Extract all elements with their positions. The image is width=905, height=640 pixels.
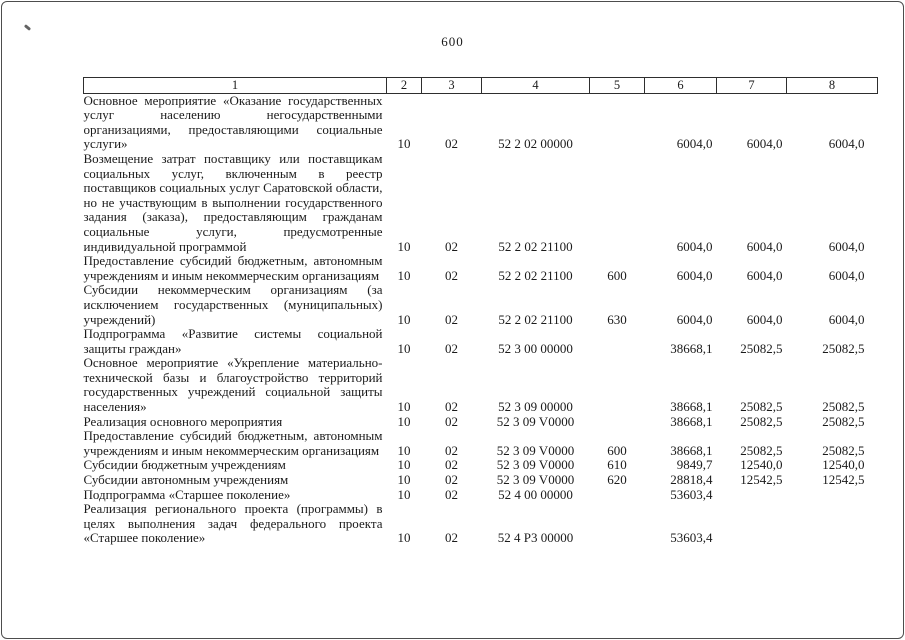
row-amount-cell: 6004,0 [746,136,783,152]
row-amount-cell: 38668,1 [670,442,713,458]
row-col2-cell: 10 [397,340,411,356]
row-col2-cell: 10 [397,267,411,283]
row-amount-cell: 12542,5 [740,472,783,488]
row-code-cell: 52 3 00 00000 [498,340,573,356]
row-amount-cell: 25082,5 [822,399,865,415]
document-page [1,1,904,639]
row-amount-cell: 25082,5 [740,399,783,415]
row-name-cell: Основное мероприятие «Укрепление материально-технической базы и благоустройство территорий государственных учреждений социальной защиты населения» [83,355,383,415]
row-col2-cell: 10 [397,399,411,415]
row-col2-cell: 10 [397,530,411,546]
row-amount-cell: 53603,4 [670,486,713,502]
row-amount-cell [717,488,787,503]
row-col5-cell [590,327,645,356]
row-amount-cell [787,488,878,503]
column-header-8: 8 [787,78,878,94]
row-amount-cell: 9849,7 [676,457,713,473]
row-col5-cell [590,356,645,414]
row-col3-cell: 02 [445,530,458,546]
row-amount-cell: 6004,0 [746,311,783,327]
row-col3-cell: 02 [445,472,458,488]
row-amount-cell: 6004,0 [828,238,865,254]
row-col2-cell: 10 [397,442,411,458]
row-amount-cell: 6004,0 [676,136,713,152]
table-row [84,458,878,473]
row-amount-cell: 6004,0 [828,136,865,152]
column-header-7: 7 [717,78,787,94]
row-name-cell: Реализация регионального проекта (программы) в целях выполнения задач федерального проекта «Старшее поколение» [83,501,383,546]
column-header-6: 6 [645,78,717,94]
row-col5-cell [590,415,645,430]
row-col3-cell: 02 [445,399,458,415]
row-code-cell: 52 3 09 V0000 [496,457,575,473]
row-amount-cell: 25082,5 [740,442,783,458]
row-amount-cell: 6004,0 [828,311,865,327]
row-amount-cell [787,502,878,546]
column-header-2: 2 [387,78,422,94]
row-amount-cell: 6004,0 [676,267,713,283]
row-col2-cell: 10 [397,457,411,473]
row-name-cell: Субсидии бюджетным учреждениям [83,457,286,473]
row-amount-cell: 6004,0 [746,238,783,254]
row-code-cell: 52 3 09 00000 [498,399,573,415]
column-header-5: 5 [590,78,645,94]
row-code-cell: 52 2 02 21100 [498,267,573,283]
row-code-cell: 52 2 02 21100 [498,238,573,254]
row-amount-cell: 6004,0 [746,267,783,283]
row-name-cell: Предоставление субсидий бюджетным, автономным учреждениям и иным некоммерческим организациям [83,253,383,283]
column-header-4: 4 [482,78,590,94]
table-row [84,429,878,458]
row-code-cell: 52 3 09 V0000 [496,472,575,488]
row-col2-cell: 10 [397,472,411,488]
row-code-cell: 52 3 09 V0000 [496,413,575,429]
budget-table [83,77,878,546]
row-col2-cell: 10 [397,311,411,327]
row-code-cell: 52 2 02 21100 [498,311,573,327]
row-name-cell: Подпрограмма «Старшее поколение» [83,486,291,502]
row-col3-cell: 02 [445,136,458,152]
row-col2-cell: 10 [397,413,411,429]
row-amount-cell: 6004,0 [676,238,713,254]
row-amount-cell: 12540,0 [740,457,783,473]
table-row [84,473,878,488]
row-code-cell: 52 4 P3 00000 [497,530,574,546]
row-col5-cell [590,502,645,546]
row-col3-cell: 02 [445,442,458,458]
table-row [84,356,878,414]
table-row [84,93,878,152]
row-col3-cell: 02 [445,267,458,283]
row-col2-cell: 10 [397,136,411,152]
row-code-cell: 52 2 02 00000 [498,136,573,152]
row-col5-cell [590,488,645,503]
row-name-cell: Возмещение затрат поставщику или поставщикам социальных услуг, включенным в реестр поставщиков социальных услуг Саратовской области, но не участвующим в выполнении государственного задания (заказа), предоставляющим гражданам социальные услуги, предусмотренные индивидуальной программой [83,150,383,254]
row-amount-cell: 25082,5 [822,340,865,356]
row-amount-cell: 53603,4 [670,530,713,546]
page-number: 600 [441,34,464,49]
table-row [84,283,878,327]
row-amount-cell [717,502,787,546]
row-name-cell: Субсидии автономным учреждениям [83,472,289,488]
table-row [84,152,878,254]
row-col3-cell: 02 [445,340,458,356]
table-header-row [84,78,878,94]
scan-artifact-mark [24,24,31,31]
table-header [84,78,878,94]
row-col5-cell: 600 [607,267,627,283]
row-col3-cell: 02 [445,486,458,502]
row-amount-cell: 38668,1 [670,340,713,356]
row-col5-cell: 610 [607,457,627,473]
row-col2-cell: 10 [397,486,411,502]
row-col5-cell: 600 [607,442,627,458]
row-col3-cell: 02 [445,311,458,327]
row-code-cell: 52 4 00 00000 [498,486,573,502]
row-col3-cell: 02 [445,413,458,429]
column-header-3: 3 [422,78,482,94]
row-amount-cell: 25082,5 [740,340,783,356]
row-name-cell: Предоставление субсидий бюджетным, автономным учреждениям и иным некоммерческим организациям [83,428,383,458]
row-amount-cell: 25082,5 [740,413,783,429]
row-amount-cell: 12542,5 [822,472,865,488]
row-name-cell: Реализация основного мероприятия [83,413,283,429]
row-code-cell: 52 3 09 V0000 [496,442,575,458]
row-col5-cell [590,152,645,254]
row-col3-cell: 02 [445,238,458,254]
row-amount-cell: 28818,4 [670,472,713,488]
row-amount-cell: 38668,1 [670,413,713,429]
row-amount-cell: 6004,0 [676,311,713,327]
row-col2-cell: 10 [397,238,411,254]
table-row [84,254,878,283]
row-name-cell: Субсидии некоммерческим организациям (за исключением государственных (муниципальных) учреждений) [83,282,383,327]
column-header-1: 1 [84,78,387,94]
table-row [84,327,878,356]
row-amount-cell: 38668,1 [670,399,713,415]
row-amount-cell: 25082,5 [822,442,865,458]
row-amount-cell: 25082,5 [822,413,865,429]
row-col5-cell: 630 [607,311,627,327]
row-name-cell: Основное мероприятие «Оказание государственных услуг населению негосударственными организациями, предоставляющими социальные услуги» [83,92,383,152]
row-amount-cell: 12540,0 [822,457,865,473]
table-body [84,93,878,546]
row-name-cell: Подпрограмма «Развитие системы социальной защиты граждан» [83,326,383,356]
row-col3-cell: 02 [445,457,458,473]
table-row [84,488,878,503]
row-col5-cell [590,93,645,152]
row-col5-cell: 620 [607,472,627,488]
table-row [84,415,878,430]
table-row [84,502,878,546]
row-amount-cell: 6004,0 [828,267,865,283]
